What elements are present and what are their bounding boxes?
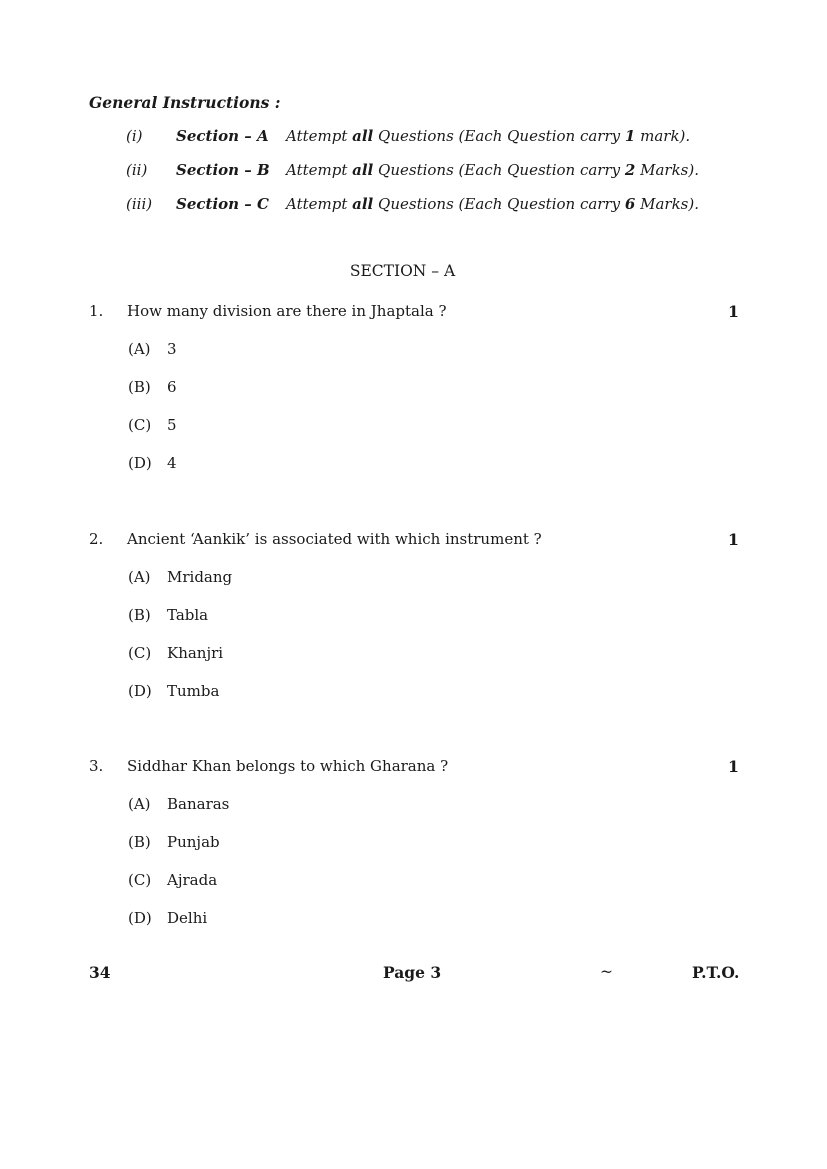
instruction-text: Attempt [286, 161, 348, 179]
option-text: Banaras [167, 795, 230, 813]
question-number: 3. [89, 757, 104, 775]
instruction-marks: 2 [624, 161, 636, 179]
option-text: Ajrada [167, 871, 218, 889]
option-label: (C) [128, 644, 152, 662]
option-text: Khanjri [167, 644, 224, 662]
option [128, 909, 207, 927]
instruction-text: mark). [640, 127, 691, 145]
option-text: 5 [167, 416, 177, 434]
option-text: 6 [167, 378, 177, 396]
instruction-section: Section – C [176, 195, 269, 213]
instruction-emphasis: all [352, 195, 374, 213]
option-text: 3 [167, 340, 177, 358]
instruction-emphasis: all [352, 127, 374, 145]
option [128, 871, 217, 889]
option-label: (A) [128, 340, 151, 358]
option-label: (A) [128, 795, 151, 813]
instruction-item [126, 195, 699, 213]
instruction-item [126, 127, 690, 145]
option-label: (B) [128, 606, 151, 624]
option-label: (B) [128, 378, 151, 396]
general-instructions-title: General Instructions : [89, 93, 281, 112]
option-text: 4 [167, 454, 177, 472]
option-label: (A) [128, 568, 151, 586]
option-text: Tumba [167, 682, 220, 700]
question-text: Siddhar Khan belongs to which Gharana ? [127, 757, 449, 775]
option [128, 340, 177, 358]
option [128, 378, 177, 396]
option-text: Tabla [167, 606, 209, 624]
option-text: Mridang [167, 568, 233, 586]
option [128, 416, 177, 434]
option-label: (D) [128, 682, 152, 700]
question-number: 1. [89, 302, 104, 320]
option [128, 795, 229, 813]
instruction-text: Marks). [640, 195, 700, 213]
instruction-text: Attempt [286, 127, 348, 145]
instruction-text: Questions (Each Question carry [378, 195, 621, 213]
question-number: 2. [89, 530, 104, 548]
instruction-marks: 1 [624, 127, 636, 145]
instruction-section: Section – B [176, 161, 270, 179]
instruction-item [126, 161, 699, 179]
option [128, 833, 220, 851]
option-label: (D) [128, 909, 152, 927]
instruction-number: (iii) [126, 195, 153, 213]
option-label: (D) [128, 454, 152, 472]
tilde-mark: ~ [600, 963, 613, 981]
option [128, 454, 177, 472]
instruction-number: (ii) [126, 161, 148, 179]
instruction-text: Attempt [286, 195, 348, 213]
question-text: Ancient ‘Aankik’ is associated with which instrument ? [127, 530, 542, 548]
question-marks: 1 [727, 757, 739, 776]
instruction-emphasis: all [352, 161, 374, 179]
paper-code: 34 [89, 963, 111, 982]
option-label: (C) [128, 416, 152, 434]
option [128, 568, 232, 586]
section-heading: SECTION – A [349, 262, 456, 280]
option-text: Delhi [167, 909, 208, 927]
question-text: How many division are there in Jhaptala ? [127, 302, 447, 320]
instruction-number: (i) [126, 127, 143, 145]
option [128, 682, 219, 700]
option [128, 644, 223, 662]
option-label: (B) [128, 833, 151, 851]
option-label: (C) [128, 871, 152, 889]
pto-label: P.T.O. [692, 963, 740, 982]
instruction-section: Section – A [176, 127, 269, 145]
instruction-text: Marks). [640, 161, 700, 179]
question-marks: 1 [727, 530, 739, 549]
instruction-marks: 6 [624, 195, 636, 213]
question-marks: 1 [727, 302, 739, 321]
page-number: Page 3 [383, 963, 442, 982]
option [128, 606, 208, 624]
instruction-text: Questions (Each Question carry [378, 127, 621, 145]
option-text: Punjab [167, 833, 220, 851]
instruction-text: Questions (Each Question carry [378, 161, 621, 179]
